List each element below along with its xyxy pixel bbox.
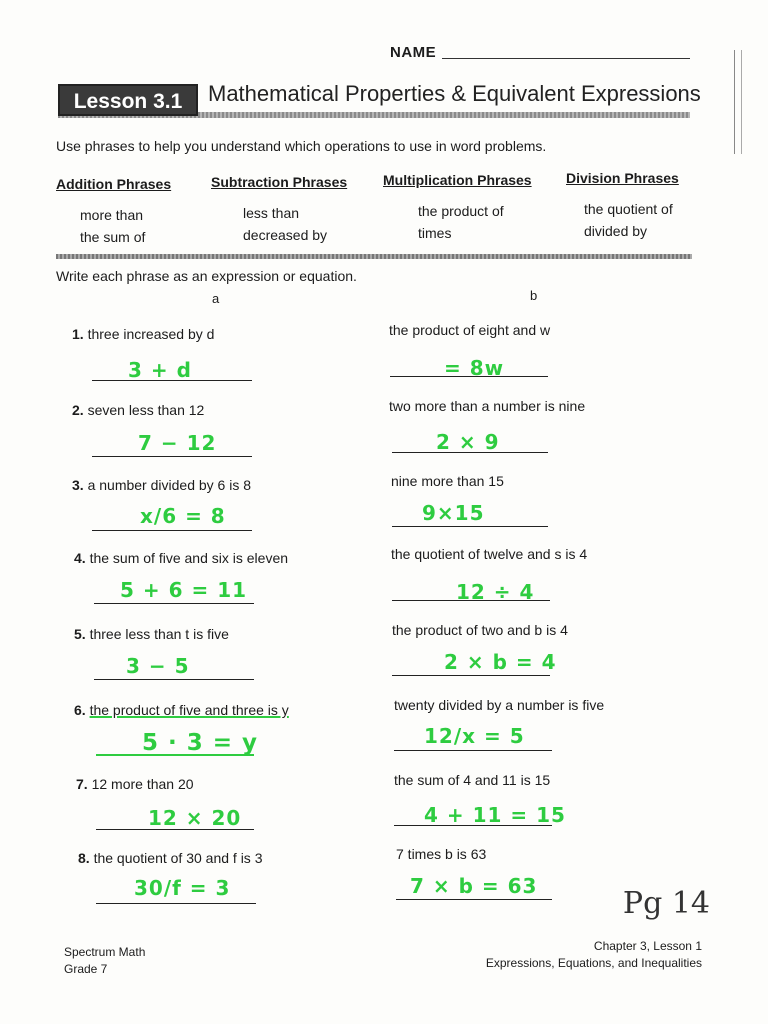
- division-item: the quotient of: [584, 201, 673, 217]
- handwritten-answer: 30/f = 3: [134, 876, 231, 900]
- handwritten-answer: 7 × b = 63: [410, 874, 538, 898]
- problem-text: seven less than 12: [87, 402, 205, 418]
- answer-line: [94, 603, 254, 604]
- footer-left: [64, 944, 145, 978]
- problem-a: [72, 477, 251, 493]
- multiplication-item: the product of: [418, 203, 504, 219]
- problem-number: 6.: [74, 702, 86, 718]
- answer-line: [92, 380, 252, 381]
- problem-number: 3.: [72, 477, 84, 493]
- answer-line: [394, 750, 552, 751]
- name-line: [442, 58, 690, 59]
- instructions: Write each phrase as an expression or equation.: [56, 268, 357, 284]
- problem-a: [72, 326, 214, 342]
- handwritten-answer: = 8w: [444, 356, 505, 380]
- problem-b: the sum of 4 and 11 is 15: [394, 772, 551, 788]
- answer-line: [392, 675, 550, 676]
- problem-a: [74, 702, 289, 718]
- division-heading: Division Phrases: [566, 170, 679, 186]
- answer-line: [96, 829, 254, 830]
- column-label-b: b: [530, 288, 538, 303]
- lesson-title: Mathematical Properties & Equivalent Expressions: [208, 81, 701, 106]
- problem-text: the quotient of 30 and f is 3: [93, 850, 263, 866]
- problem-text: the product of five and three is y: [89, 702, 289, 718]
- problem-a: [72, 402, 204, 418]
- column-label-a: a: [212, 291, 220, 306]
- handwritten-answer: 12/x = 5: [424, 724, 525, 748]
- problem-number: 7.: [76, 776, 88, 792]
- handwritten-answer: 4 + 11 = 15: [424, 803, 566, 827]
- name-label: NAME: [390, 44, 437, 61]
- answer-line: [392, 600, 550, 601]
- footer-grade: Grade 7: [64, 962, 108, 976]
- answer-line: [96, 754, 254, 756]
- footer-topic: Expressions, Equations, and Inequalities: [485, 956, 702, 970]
- handwritten-answer: 2 × b = 4: [444, 650, 557, 674]
- subtraction-heading: Subtraction Phrases: [211, 174, 348, 190]
- problem-a: [76, 776, 194, 792]
- handwritten-answer: 7 − 12: [138, 431, 217, 455]
- footer-chapter: Chapter 3, Lesson 1: [593, 939, 702, 953]
- problem-text: a number divided by 6 is 8: [87, 477, 252, 493]
- problem-b: the product of two and b is 4: [392, 622, 568, 638]
- footer-right: [486, 938, 702, 972]
- answer-line: [392, 452, 548, 453]
- answer-line: [396, 899, 552, 900]
- handwritten-answer: 3 − 5: [126, 654, 190, 678]
- problem-b: two more than a number is nine: [389, 398, 586, 414]
- problem-a: [74, 626, 229, 642]
- answer-line: [394, 825, 552, 826]
- handwritten-answer: 3 + d: [128, 358, 192, 382]
- answer-line: [92, 456, 252, 457]
- problem-a: [74, 550, 288, 566]
- problem-b: 7 times b is 63: [396, 846, 487, 862]
- answer-line: [390, 376, 548, 377]
- subtraction-item: less than: [243, 205, 300, 221]
- problem-b: the product of eight and w: [389, 322, 551, 338]
- division-item: divided by: [584, 223, 648, 239]
- footer-book: Spectrum Math: [64, 945, 146, 959]
- problem-text: the sum of five and six is eleven: [89, 550, 289, 566]
- addition-item: more than: [80, 207, 144, 223]
- handwritten-answer: 9×15: [422, 501, 485, 525]
- handwritten-answer: 5 · 3 = y: [142, 730, 259, 756]
- handwritten-answer: 12 ÷ 4: [456, 580, 535, 604]
- handwritten-answer: 5 + 6 = 11: [120, 578, 248, 602]
- problem-text: 12 more than 20: [91, 776, 194, 792]
- problem-a: [78, 850, 262, 866]
- multiplication-item: times: [418, 225, 452, 241]
- problem-text: three less than t is five: [89, 626, 229, 642]
- problem-b: twenty divided by a number is five: [394, 697, 605, 713]
- multiplication-heading: Multiplication Phrases: [383, 172, 532, 188]
- addition-heading: Addition Phrases: [56, 176, 172, 192]
- section-divider: [56, 254, 692, 259]
- answer-line: [392, 526, 548, 527]
- problem-number: 5.: [74, 626, 86, 642]
- handwritten-answer: 2 × 9: [436, 430, 500, 454]
- intro-text: Use phrases to help you understand which operations to use in word problems.: [56, 138, 547, 154]
- problem-number: 8.: [78, 850, 90, 866]
- problem-b: the quotient of twelve and s is 4: [391, 546, 588, 562]
- problem-b: nine more than 15: [391, 473, 504, 489]
- addition-item: the sum of: [80, 229, 146, 245]
- problem-number: 1.: [72, 326, 84, 342]
- page-number-note: Pg 14: [622, 886, 710, 921]
- problem-number: 2.: [72, 402, 84, 418]
- handwritten-answer: x/6 = 8: [140, 504, 226, 528]
- binding-mark: [734, 50, 742, 154]
- answer-line: [96, 903, 256, 904]
- lesson-badge: Lesson 3.1: [58, 84, 198, 116]
- problem-text: three increased by d: [87, 326, 215, 342]
- problem-number: 4.: [74, 550, 86, 566]
- answer-line: [92, 530, 252, 531]
- answer-line: [94, 679, 254, 680]
- subtraction-item: decreased by: [243, 227, 328, 243]
- handwritten-answer: 12 × 20: [148, 806, 242, 830]
